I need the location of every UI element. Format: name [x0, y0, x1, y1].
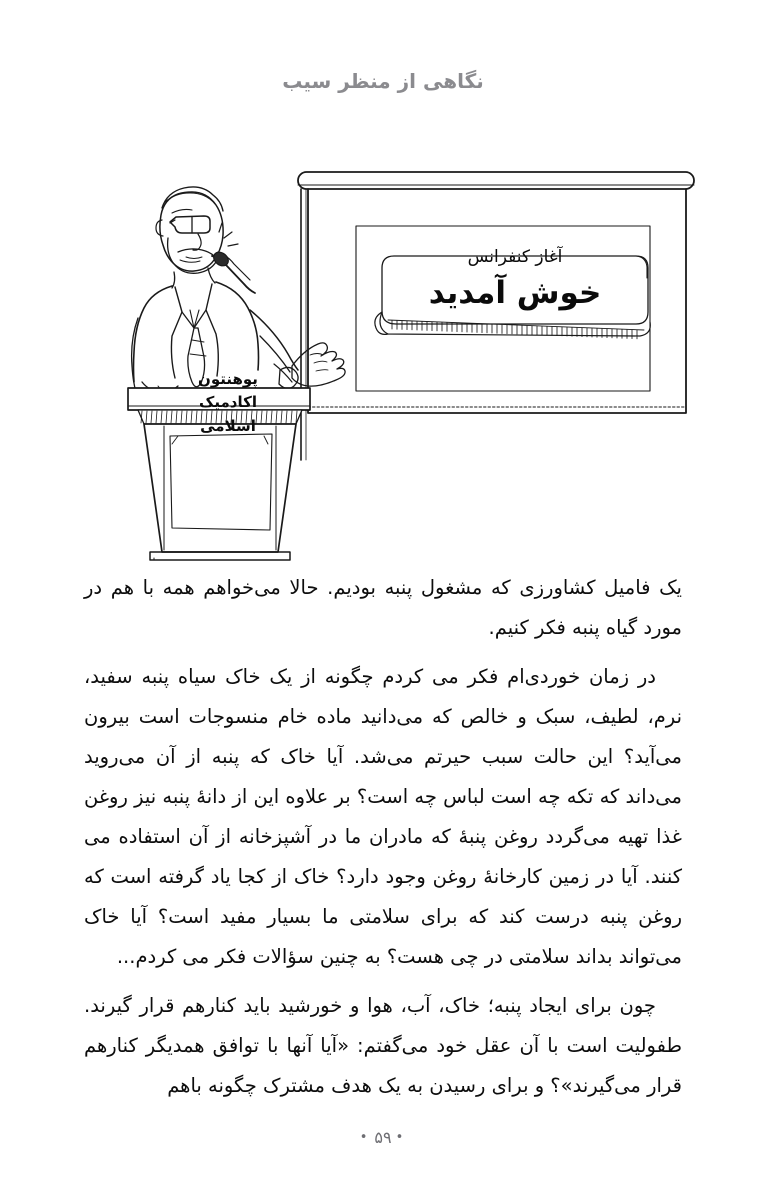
podium-sign-line-2: اکادمیک — [199, 393, 257, 412]
illustration-linework — [120, 160, 720, 560]
paragraph-3: چون برای ایجاد پنبه؛ خاک، آب، هوا و خورشید باید کنارهم قرار گیرند. طفولیت است با آن عقل خود می‌گفتم: «آیا آنها با توافق همدیگر کنارهم قرار می‌گیرند»؟ و برای رسیدن به یک هدف مشترک چگونه باهم — [84, 994, 682, 1097]
podium-sign-line-1: پوهنتون — [198, 370, 258, 388]
folio-dot-left: • — [395, 1130, 407, 1145]
illustration — [120, 160, 720, 560]
paragraph-1: یک فامیل کشاورزی که مشغول پنبه بودیم. حالا می‌خواهم همه با هم در مورد گیاه پنبه فکر کنیم. — [84, 576, 682, 639]
page-number — [0, 1128, 766, 1147]
folio-number: ۵۹ — [374, 1128, 392, 1147]
paragraph-2: در زمان خوردی‌ام فکر می کردم چگونه از یک خاک سیاه پنبه سفید، نرم، لطیف، سبک و خالص که می‌دانید ماده خام منسوجات است بیرون می‌آید؟ این حالت سبب حیرتم می‌شد. آیا خاک که پنبه از آن می‌روید می‌داند که تکه چه است لباس چه است؟ بر علاوه این از دانۀ پنبه نیز روغن غذا تهیه می‌گردد روغن پنبۀ که مادران ما در آشپزخانه از آن استفاده می کنند. آیا در زمین کارخانۀ روغن وجود دارد؟ خاک از کجا یاد گرفته است که روغن پنبه درست کند که برای سلامتی ما بسیار مفید است؟ آیا خاک می‌تواند بداند سلامتی در چی هست؟ به چنین سؤالات فکر می کردم... — [84, 665, 682, 968]
folio-dot-right: • — [359, 1130, 371, 1145]
board-subtitle: آغاز کنفرانس — [467, 247, 563, 267]
podium-sign-line-3: اسلامی — [200, 416, 256, 435]
page-title: نگاهی از منظر سیب — [282, 69, 484, 93]
board-title: خوش آمدید — [428, 275, 602, 311]
podium-sign — [168, 368, 288, 438]
body-text — [84, 568, 682, 1106]
